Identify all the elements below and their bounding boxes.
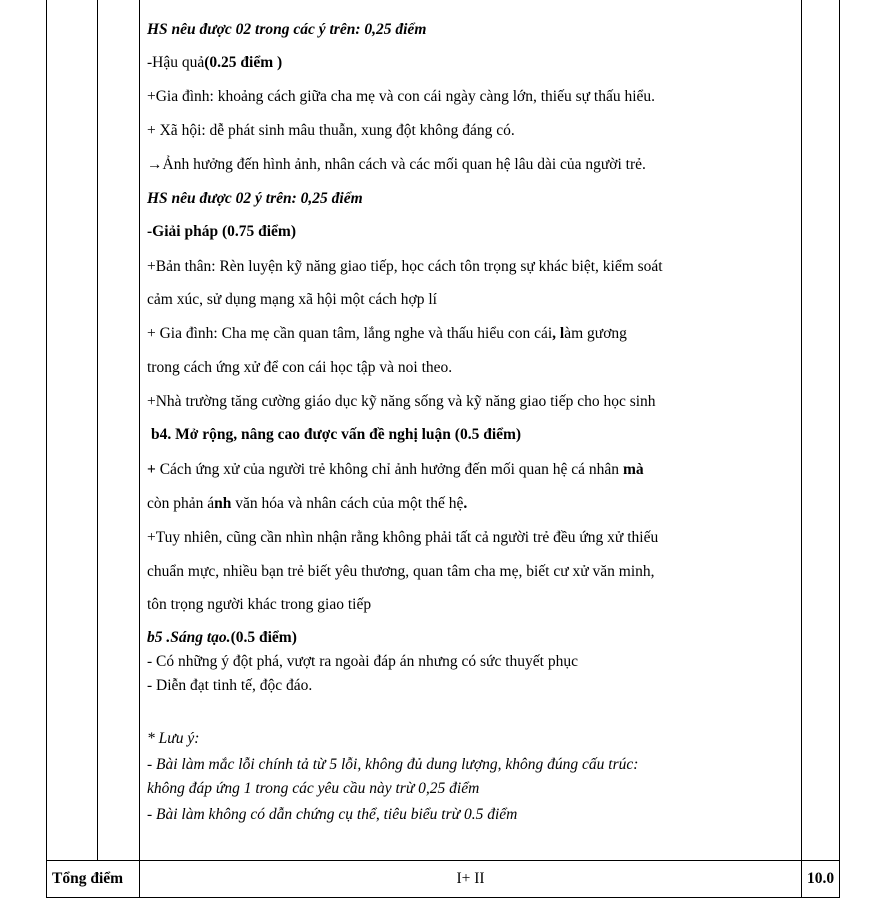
paragraph-line: - Có những ý đột phá, vượt ra ngoài đáp án nhưng có sức thuyết phục — [147, 653, 578, 670]
text-segment: (0.5 điểm) — [230, 629, 297, 646]
paragraph-line: - Diễn đạt tinh tế, độc đáo. — [147, 677, 313, 694]
section-heading-b5 — [147, 629, 297, 647]
text-segment: nh — [214, 495, 232, 512]
text-segment: còn phản á — [147, 495, 215, 512]
text-segment: + — [147, 461, 156, 478]
note-line: - Bài làm mắc lỗi chính tả từ 5 lỗi, không đủ dung lượng, không đúng cấu trúc: — [147, 756, 639, 773]
note-line: HS nêu được 02 trong các ý trên: 0,25 điểm — [147, 21, 427, 38]
paragraph-line: +Bản thân: Rèn luyện kỹ năng giao tiếp, học cách tôn trọng sự khác biệt, kiểm soát — [147, 258, 663, 275]
section-heading-b4: b4. Mở rộng, nâng cao được vấn đề nghị luận (0.5 điểm) — [151, 426, 522, 443]
heading-text: -Hậu quả — [147, 54, 205, 71]
table-border-right — [839, 0, 840, 898]
table-border-bottom — [46, 897, 840, 898]
paragraph-line: +Gia đình: khoảng cách giữa cha mẹ và con cái ngày càng lớn, thiếu sự thấu hiểu. — [147, 88, 656, 105]
solution-heading: -Giải pháp (0.75 điểm) — [147, 223, 296, 240]
note-line: - Bài làm không có dẫn chứng cụ thể, tiêu biểu trừ 0.5 điểm — [147, 806, 518, 823]
total-label: Tổng điểm — [52, 870, 124, 887]
table-border-col4 — [801, 0, 802, 898]
paragraph-line — [147, 325, 627, 343]
table-border-col2 — [97, 0, 98, 860]
note-line: không đáp ứng 1 trong các yêu cầu này trừ 0,25 điểm — [147, 780, 480, 797]
paragraph-line — [147, 461, 644, 479]
paragraph-line: chuẩn mực, nhiều bạn trẻ biết yêu thương, quan tâm cha mẹ, biết cư xử văn minh, — [147, 563, 655, 580]
paragraph-line: +Tuy nhiên, cũng cần nhìn nhận rằng không phải tất cả người trẻ đều ứng xử thiếu — [147, 529, 659, 546]
score-text: (0.25 điểm ) — [204, 54, 283, 71]
paragraph-line — [147, 495, 467, 513]
text-segment: . — [463, 495, 468, 512]
table-border-col3 — [139, 0, 140, 898]
paragraph-line: tôn trọng người khác trong giao tiếp — [147, 596, 372, 613]
text-segment: Cách ứng xử của người trẻ không chỉ ảnh hưởng đến mối quan hệ cá nhân — [155, 461, 623, 478]
paragraph-line: + Xã hội: dễ phát sinh mâu thuẫn, xung đột không đáng có. — [147, 122, 515, 139]
paragraph-line: cảm xúc, sử dụng mạng xã hội một cách hợp lí — [147, 291, 437, 308]
text-segment: , l — [552, 325, 565, 342]
total-formula: I+ II — [456, 870, 485, 887]
note-heading: * Lưu ý: — [147, 730, 200, 747]
text-segment: văn hóa và nhân cách của một thế hệ — [231, 495, 464, 512]
text-segment: mà — [622, 461, 644, 478]
text-segment: + Gia đình: Cha mẹ cần quan tâm, lắng nghe và thấu hiểu con cái — [147, 325, 553, 342]
total-score: 10.0 — [806, 870, 835, 887]
text-segment: b5 .Sáng tạo. — [147, 629, 231, 646]
table-border-left — [46, 0, 47, 898]
note-line: HS nêu được 02 ý trên: 0,25 điểm — [147, 190, 363, 207]
paragraph-line: +Nhà trường tăng cường giáo dục kỹ năng sống và kỹ năng giao tiếp cho học sinh — [147, 393, 656, 410]
paragraph-line: trong cách ứng xử để con cái học tập và noi theo. — [147, 359, 453, 376]
table-row-divider — [46, 860, 840, 861]
consequence-heading — [147, 54, 282, 72]
paragraph-line: →Ảnh hưởng đến hình ảnh, nhân cách và các mối quan hệ lâu dài của người trẻ. — [147, 156, 646, 173]
text-segment: àm gương — [564, 325, 627, 342]
